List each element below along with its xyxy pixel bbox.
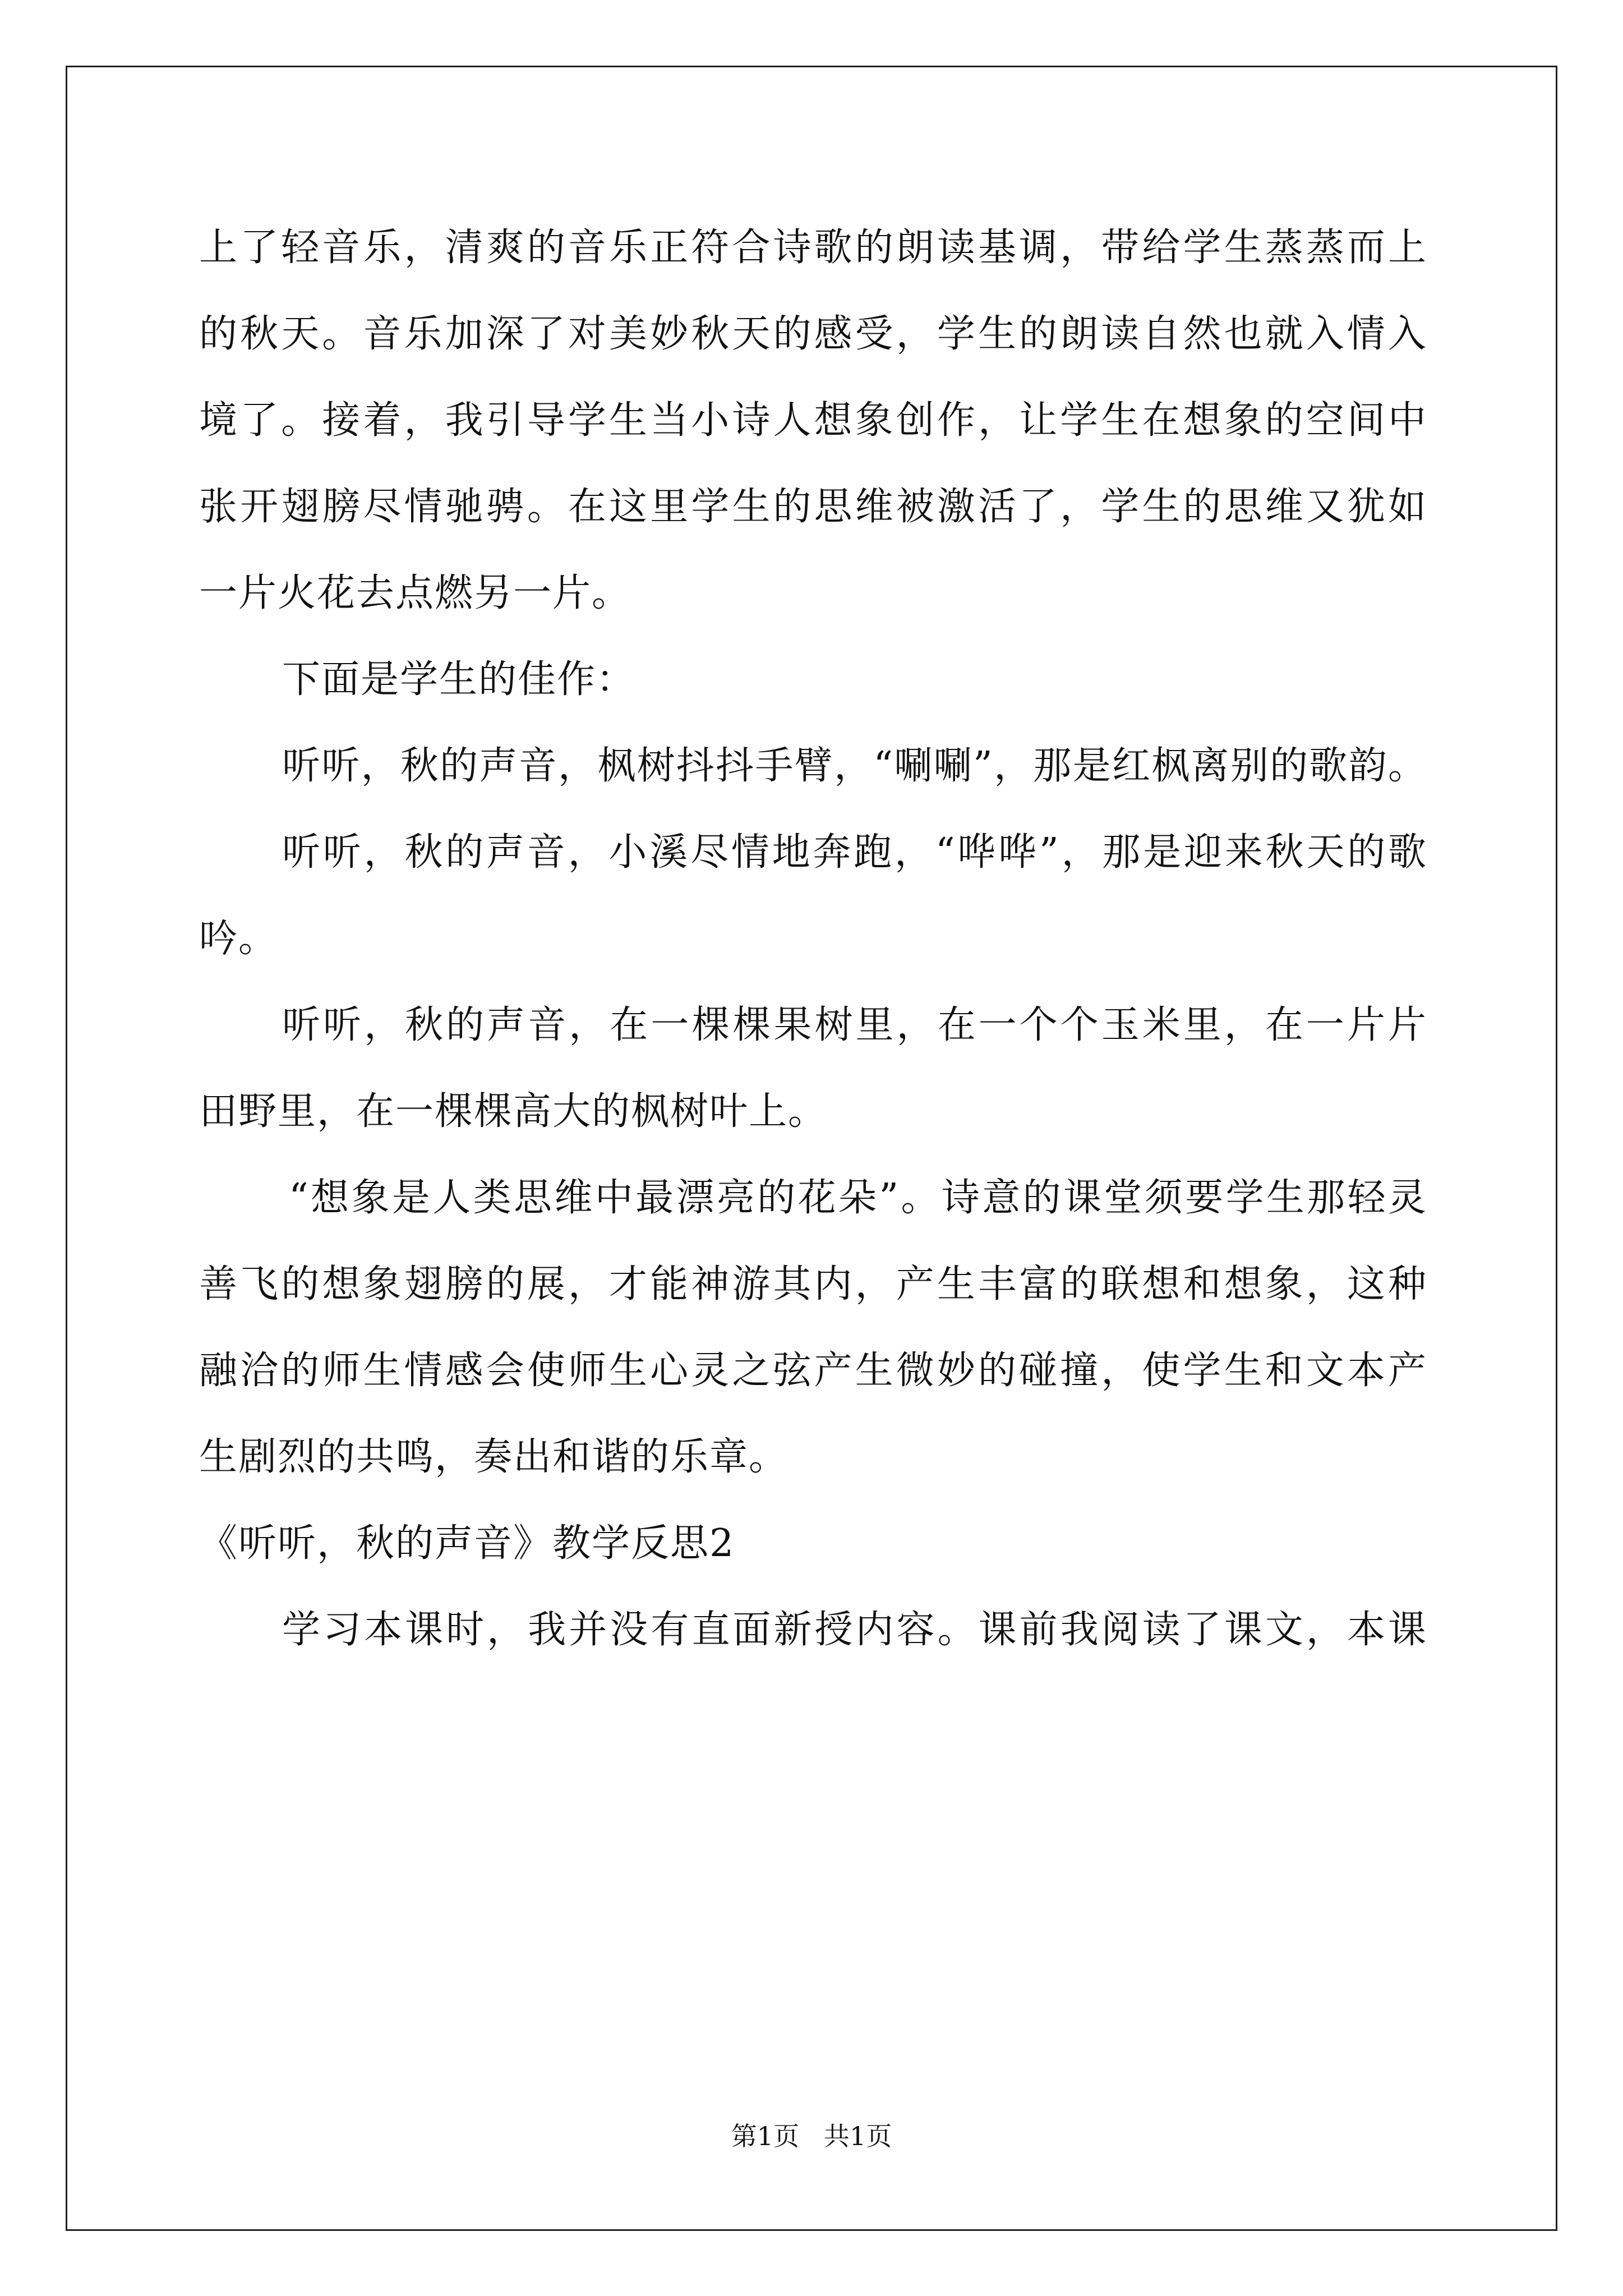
paragraph-first-line: 听听，秋的声音，枫树抖抖手臂，“唰唰”，那是红枫离别的歌韵。	[282, 744, 1427, 788]
paragraph-first-line: 听听，秋的声音，小溪尽情地奔跑，“哗哗”，那是迎来秋天的歌	[282, 830, 1427, 875]
text-line: 境了。接着，我引导学生当小诗人想象创作，让学生在想象的空间中	[199, 398, 1427, 443]
page-border	[66, 66, 1557, 2231]
paragraph-first-line: 听听，秋的声音，在一棵棵果树里，在一个个玉米里，在一片片	[282, 1003, 1427, 1047]
text-line: 善飞的想象翅膀的展，才能神游其内，产生丰富的联想和想象，这种	[199, 1262, 1427, 1306]
paragraph-first-line: 下面是学生的佳作：	[282, 657, 636, 702]
text-line: 的秋天。音乐加深了对美妙秋天的感受，学生的朗读自然也就入情入	[199, 312, 1427, 356]
text-line: 生剧烈的共鸣，奏出和谐的乐章。	[199, 1435, 789, 1479]
section-heading: 《听听，秋的声音》教学反思2	[199, 1521, 735, 1566]
text-line: 张开翅膀尽情驰骋。在这里学生的思维被激活了，学生的思维又犹如	[199, 485, 1427, 529]
paragraph-first-line: 学习本课时，我并没有直面新授内容。课前我阅读了课文，本课	[282, 1608, 1427, 1652]
text-line: 田野里，在一棵棵高大的枫树叶上。	[199, 1089, 828, 1134]
text-line: 融洽的师生情感会使师生心灵之弦产生微妙的碰撞，使学生和文本产	[199, 1349, 1427, 1393]
text-line: 一片火花去点燃另一片。	[199, 571, 631, 615]
text-line: 吟。	[199, 917, 278, 961]
paragraph-first-line: “想象是人类思维中最漂亮的花朵”。诗意的课堂须要学生那轻灵	[289, 1176, 1427, 1220]
page-footer: 第1页 共1页	[731, 2121, 892, 2151]
text-line: 上了轻音乐，清爽的音乐正符合诗歌的朗读基调，带给学生蒸蒸而上	[199, 226, 1427, 270]
